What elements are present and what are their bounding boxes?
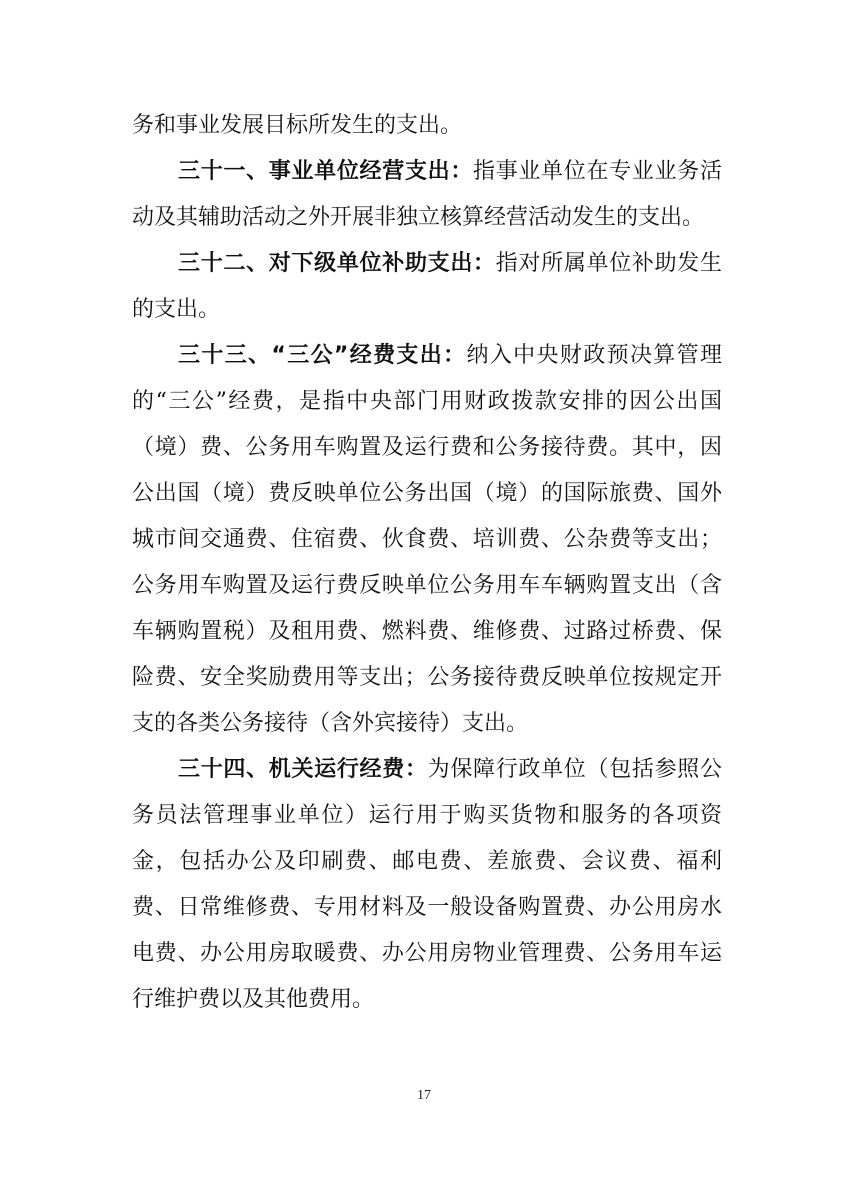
page-number: 17 xyxy=(417,1088,431,1103)
definition-31: 指事业单位在专业业务活动及其辅助活动之外开展非独立核算经营活动发生的支出。 xyxy=(132,159,722,230)
term-33: 三十三、“三公”经费支出： xyxy=(178,343,467,368)
definition-33: 纳入中央财政预决算管理的“三公”经费，是指中央部门用财政拨款安排的因公出国（境）费、公务用车购置及运行费和公务接待费。其中，因公出国（境）费反映单位公务出国（境）的国际旅费、国外城市间交通费、住宿费、伙食费、培训费、公杂费等支出；公务用车购置及运行费反映单位公务用车车辆购置支出（含车辆购置税）及租用费、燃料费、维修费、过路过桥费、保险费、安全奖励费用等支出；公务接待费反映单位按规定开支的各类公务接待（含外宾接待）支出。 xyxy=(132,343,722,736)
paragraph-text: 务和事业发展目标所发生的支出。 xyxy=(132,113,463,138)
term-34: 三十四、机关运行经费： xyxy=(178,757,428,782)
paragraph-continued xyxy=(132,103,722,149)
paragraph-32 xyxy=(132,241,722,333)
definition-34: 为保障行政单位（包括参照公务员法管理事业单位）运行用于购买货物和服务的各项资金，包括办公及印刷费、邮电费、差旅费、会议费、福利费、日常维修费、专用材料及一般设备购置费、办公用房水电费、办公用房取暖费、办公用房物业管理费、公务用车运行维护费以及其他费用。 xyxy=(132,757,722,1012)
paragraph-31 xyxy=(132,149,722,241)
body-text xyxy=(132,103,722,1023)
paragraph-34 xyxy=(132,747,722,1023)
definition-32: 指对所属单位补助发生的支出。 xyxy=(132,251,722,322)
term-31: 三十一、事业单位经营支出： xyxy=(178,159,474,184)
term-32: 三十二、对下级单位补助支出： xyxy=(178,251,496,276)
paragraph-33 xyxy=(132,333,722,747)
